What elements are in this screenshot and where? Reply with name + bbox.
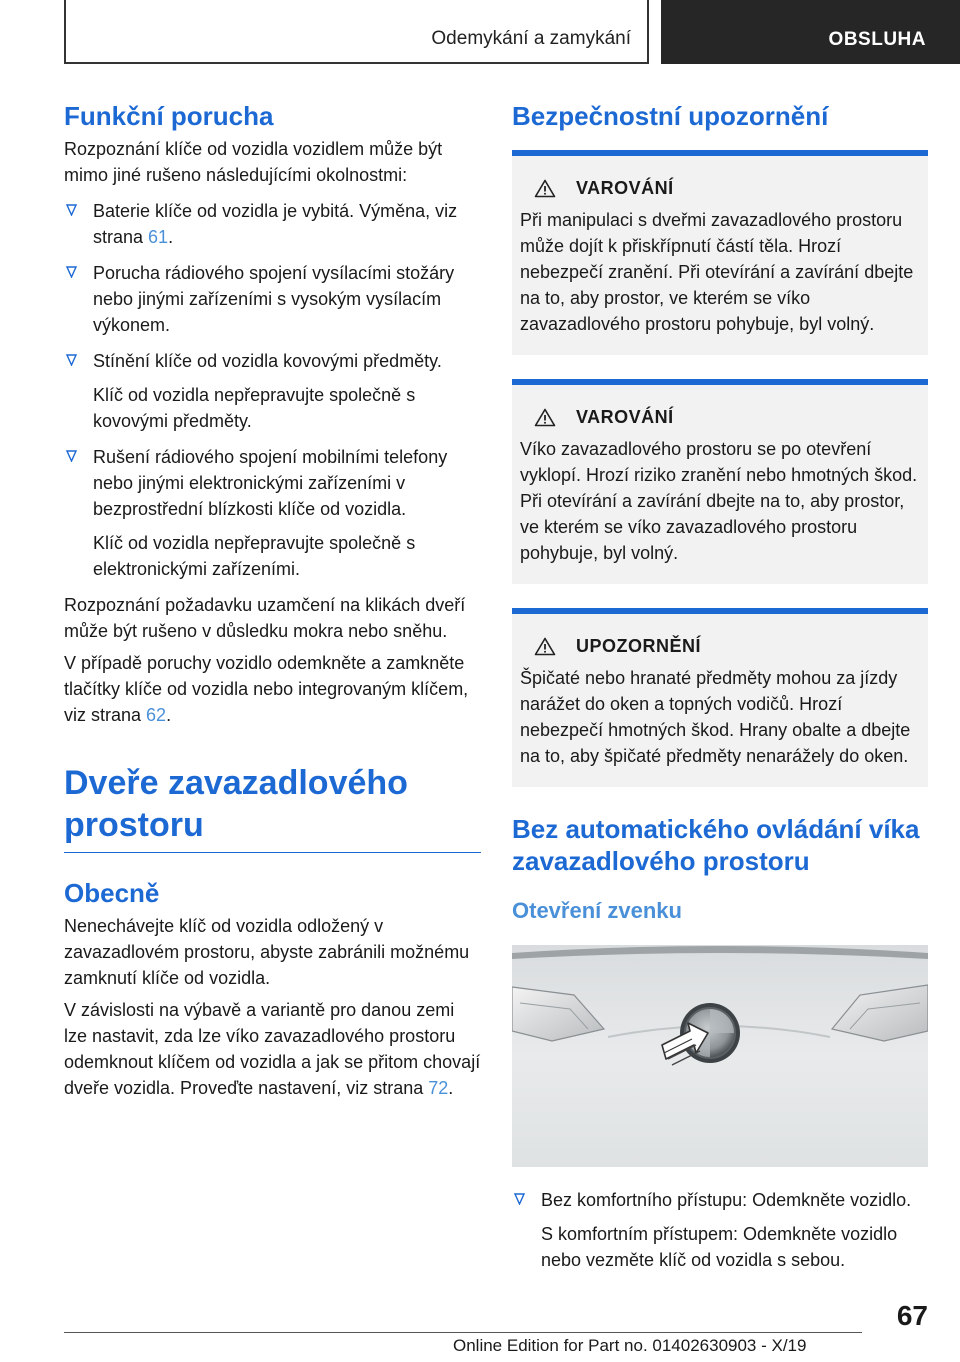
fault-paragraph [64,650,481,728]
bullet-triangle-icon [66,354,77,366]
bullet-triangle-icon [66,204,77,216]
open-list [512,1187,928,1273]
list-item-subtext: Klíč od vozidla nepřepravujte společně s elektronickými zařízeními. [93,533,416,579]
list-item-text: Porucha rádiového spojení vysílacími stožáry nebo jinými zařízeními s vysokým vysílacím výkonem. [93,263,455,335]
edition-footer: Online Edition for Part no. 01402630903 - X/19 [453,1336,807,1355]
general-paragraph-punct: . [448,1078,454,1098]
running-header [64,0,649,64]
fault-paragraph: Rozpoznání požadavku uzamčení na klikách dveří může být rušeno v důsledku mokra nebo sněhu. [64,595,466,641]
trunk-heading: Dveře zavazadlového prostoru [64,764,408,844]
warning-box [512,150,928,355]
list-item-subtext: S komfortním přístupem: Odemkněte vozidlo nebo vezměte klíč od vozidla s sebou. [541,1224,898,1270]
left-column [64,100,481,1107]
general-paragraph-text: V závislosti na výbavě a variantě pro danou zemi lze nastavit, zda lze víko zavazadlového prostoru odemknout klíčem od vozidla a jak se přitom chovají dveře vozidla. Proveďte nastavení, viz strana [64,1000,481,1098]
list-item [512,1187,928,1273]
footer-rule [64,1332,862,1333]
right-column [512,100,928,1283]
list-item-text: Rušení rádiového spojení mobilními telefony nebo jinými elektronickými zařízeními v bezprostřední blízkosti klíče od vozidla. [93,447,448,519]
general-paragraph: Nenechávejte klíč od vozidla odložený v zavazadlovém prostoru, abyste zabránili možnému zamknutí klíče od vozidla. [64,916,470,988]
fault-intro: Rozpoznání klíče od vozidla vozidlem může být mimo jiné rušeno následujícími okolnostmi: [64,139,443,185]
warning-text: Víko zavazadlového prostoru se po otevření vyklopí. Hrozí riziko zranění nebo hmotných škod. Při otevírání a zavírání dbejte na to, aby prostor, ve kterém se víko zavazadlového prostoru pohybuje, byl volný. [520,439,918,563]
list-item-subtext: Klíč od vozidla nepřepravujte společně s kovovými předměty. [93,385,416,431]
trunk-lock-photo [512,945,928,1167]
warning-text: Při manipulaci s dveřmi zavazadlového prostoru může dojít k přiskřípnutí částí těla. Hrozí nebezpečí zranění. Při otevírání a zavírání dbejte na to, aby prostor, ve kterém se víko zavazadlového prostoru pohybuje, byl volný. [520,210,914,334]
caution-title: UPOZORNĚNÍ [576,636,702,656]
list-item-punct: . [168,227,174,247]
list-item [64,260,481,338]
list-item [64,348,481,434]
caution-text: Špičaté nebo hranaté předměty mohou za jízdy narážet do oken a topných vodičů. Hrozí nebezpečí hmotných škod. Hrany obalte a dbejte na to, aby špičaté předměty nenarážely do oken. [520,668,911,766]
list-item [64,444,481,582]
open-heading: Otevření zvenku [512,898,682,923]
page-link-62[interactable]: 62 [146,705,167,725]
fault-paragraph-text: V případě poruchy vozidlo odemkněte a zamkněte tlačítky klíče od vozidla nebo integrovaným klíčem, viz strana [64,653,469,725]
bullet-triangle-icon [66,450,77,462]
page-number: 67 [896,1300,928,1331]
chapter-tab [661,0,960,64]
chapter-title: OBSLUHA [828,29,926,50]
warning-triangle-icon [534,408,556,427]
bullet-triangle-icon [514,1193,525,1205]
caution-box [512,608,928,787]
warning-box [512,379,928,584]
safety-heading: Bezpečnostní upozornění [512,101,829,131]
trunk-illustration [512,945,928,1167]
bullet-triangle-icon [66,266,77,278]
warning-triangle-icon [534,179,556,198]
general-heading: Obecně [64,878,160,908]
section-title: Odemykání a zamykání [431,28,631,49]
fault-paragraph-punct: . [166,705,172,725]
list-item [64,198,481,250]
trunk-heading-block [64,762,481,853]
list-item-text: Bez komfortního přístupu: Odemkněte vozidlo. [541,1190,912,1210]
warning-title: VAROVÁNÍ [576,178,674,198]
fault-list [64,198,481,582]
page-link-72[interactable]: 72 [428,1078,449,1098]
page-link-61[interactable]: 61 [148,227,169,247]
warning-triangle-icon [534,637,556,656]
list-item-text: Stínění klíče od vozidla kovovými předměty. [93,351,442,371]
warning-title: VAROVÁNÍ [576,407,674,427]
fault-heading: Funkční porucha [64,101,274,131]
general-paragraph [64,997,481,1101]
manual-heading: Bez automatického ovládání víka zavazadlového prostoru [512,814,920,876]
list-item-text: Baterie klíče od vozidla je vybitá. Výměna, viz strana [93,201,458,247]
